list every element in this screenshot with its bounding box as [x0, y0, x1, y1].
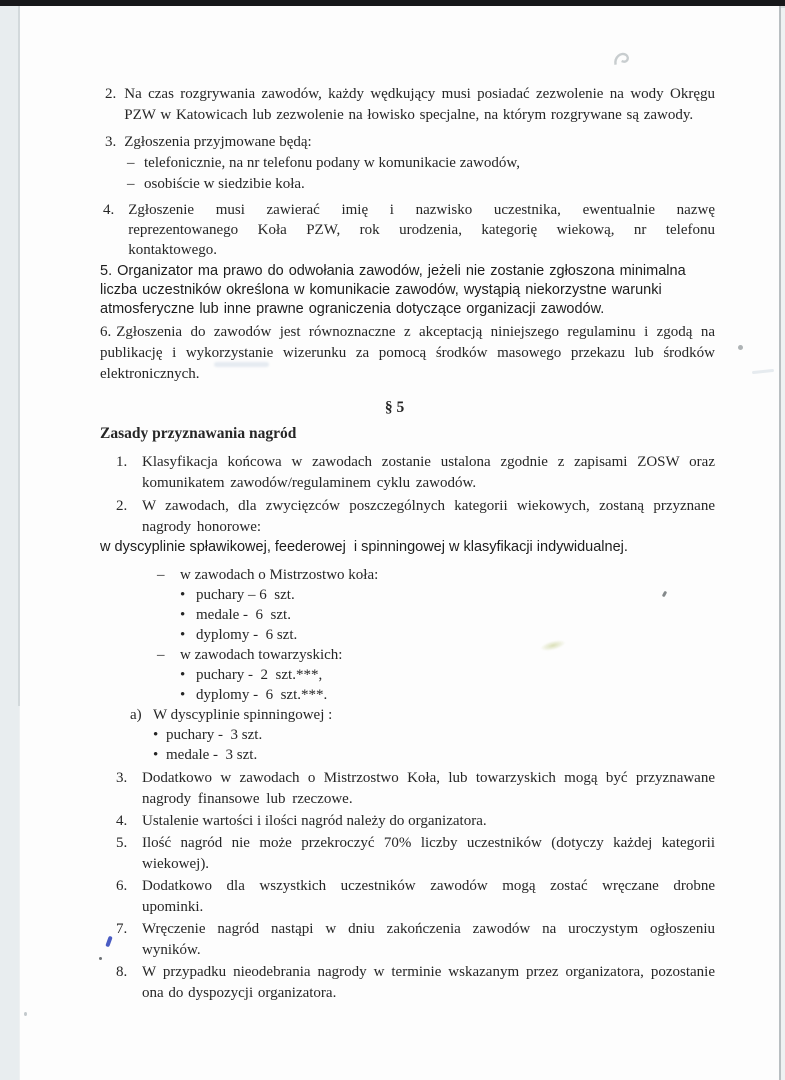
list-item	[116, 876, 715, 918]
list-item	[116, 811, 715, 832]
list-item	[116, 919, 715, 961]
list-item-number: 4.	[103, 202, 115, 218]
sub-item-label: a)	[130, 707, 142, 723]
section-marker: § 5	[384, 399, 405, 416]
list-item-number: 6.	[116, 878, 128, 894]
list-item-number: 2.	[116, 498, 128, 514]
list-item-text: Wręczenie nagród nastąpi w dniu zakończenia zawodów na uroczystym ogłoszeniu wyników.	[142, 921, 715, 958]
list-item	[116, 962, 715, 1004]
list-item-text: Na czas rozgrywania zawodów, każdy wędkujący musi posiadać zezwolenie na wody Okręgu PZW w Katowicach lub zezwolenie na łowisko specjalne, na którym rozgrywane są zawody.	[124, 86, 715, 123]
bullet-icon: •	[153, 747, 159, 763]
document-page	[20, 6, 779, 1080]
list-item-number: 4.	[116, 813, 128, 829]
list-item-text: Organizator ma prawo do odwołania zawodów, jeżeli nie zostanie zgłoszona minimalna liczba uczestników określona w komunikacie zawodów, wystąpią niekorzystne warunki atmosferyczne lub inne prawne ograniczenia dotyczące organizacji zawodów.	[100, 263, 686, 317]
bullet-icon: •	[180, 667, 186, 683]
list-item-text: Zgłoszenie musi zawierać imię i nazwisko uczestnika, ewentualnie nazwę reprezentowanego Koła PZW, rok urodzenia, kategorię wiekową, nr telefonu kontaktowego.	[128, 202, 715, 258]
list-item-number: 3.	[105, 134, 117, 150]
dash-item-text: osobiście w siedzibie koła.	[144, 176, 305, 192]
list-item-number: 6.	[100, 324, 112, 340]
bullet-item-text: puchary - 2 szt.***,	[196, 667, 323, 683]
bullet-item-text: medale - 6 szt.	[196, 607, 291, 623]
list-item-text: Dodatkowo dla wszystkich uczestników zawodów mogą zostać wręczane drobne upominki.	[142, 878, 715, 915]
bullet-item	[180, 625, 715, 645]
bullet-icon: •	[153, 727, 159, 743]
section-heading: Zasady przyznawania nagród	[100, 425, 297, 442]
dash-item-text: telefonicznie, na nr telefonu podany w komunikacie zawodów,	[144, 155, 520, 171]
list-item-number: 7.	[116, 921, 128, 937]
sub-item-text: W dyscyplinie spinningowej :	[153, 707, 333, 723]
bullet-item	[153, 745, 715, 765]
bullet-item	[180, 665, 715, 685]
bullet-item	[153, 725, 715, 745]
list-item	[105, 84, 715, 126]
scan-edge-right	[779, 6, 781, 1080]
bullet-item	[180, 605, 715, 625]
list-item	[116, 833, 715, 875]
list-item-text: Zgłoszenia do zawodów jest równoznaczne z akceptacją niniejszego regulaminu i zgodą na publikację i wykorzystanie wizerunku za pomocą środków masowego przekazu lub środków elektronicznych.	[100, 324, 715, 382]
list-item-number: 1.	[116, 454, 128, 470]
bullet-item	[180, 685, 715, 705]
list-item	[116, 496, 715, 538]
list-item-number: 8.	[116, 964, 128, 980]
dash-item	[157, 565, 715, 585]
sub-item-a	[130, 705, 715, 725]
dash-icon: –	[157, 567, 165, 583]
list-item	[100, 262, 715, 319]
list-item-number: 2.	[105, 86, 117, 102]
bullet-icon: •	[180, 687, 186, 703]
dash-item-text: w zawodach towarzyskich:	[180, 647, 343, 663]
list-item-number: 3.	[116, 770, 128, 786]
bullet-item-text: puchary – 6 szt.	[196, 587, 295, 603]
bullet-item-text: medale - 3 szt.	[166, 747, 258, 763]
bullet-item-text: dyplomy - 6 szt.	[196, 627, 298, 643]
note-line: w dyscyplinie spławikowej, feederowej i spinningowej w klasyfikacji indywidualnej.	[100, 539, 628, 555]
bullet-icon: •	[180, 627, 186, 643]
list-item-text: W zawodach, dla zwycięzców poszczególnych kategorii wiekowych, zostaną przyznane nagrody honorowe:	[142, 498, 715, 535]
list-item	[116, 452, 715, 494]
list-item-text: Dodatkowo w zawodach o Mistrzostwo Koła, lub towarzyskich mogą być przyznawane nagrody finansowe lub rzeczowe.	[142, 770, 715, 807]
list-item	[116, 768, 715, 810]
bullet-item	[180, 585, 715, 605]
bullet-icon: •	[180, 607, 186, 623]
awards-list	[100, 565, 715, 765]
bullet-item-text: puchary - 3 szt.	[166, 727, 263, 743]
list-item-text: Klasyfikacja końcowa w zawodach zostanie ustalona zgodnie z zapisami ZOSW oraz komunikatem zawodów/regulaminem cyklu zawodów.	[142, 454, 715, 491]
dash-icon: –	[127, 155, 135, 171]
dash-icon: –	[127, 176, 135, 192]
list-item-number: 5.	[100, 263, 113, 279]
list-item-text: W przypadku nieodebrania nagrody w terminie wskazanym przez organizatora, pozostanie ona do dyspozycji organizatora.	[142, 964, 715, 1001]
list-item-text: Zgłoszenia przyjmowane będą:	[124, 134, 312, 150]
list-item-number: 5.	[116, 835, 128, 851]
scan-edge-left	[0, 6, 19, 1080]
list-item-text: Ilość nagród nie może przekroczyć 70% liczby uczestników (dotyczy każdej kategorii wiekowej).	[142, 835, 715, 872]
bullet-icon: •	[180, 587, 186, 603]
dash-item	[127, 153, 715, 174]
list-item	[105, 132, 715, 195]
bullet-item-text: dyplomy - 6 szt.***.	[196, 687, 328, 703]
list-item	[103, 200, 715, 260]
dash-item	[127, 174, 715, 195]
list-item-text: Ustalenie wartości i ilości nagród należy do organizatora.	[142, 813, 487, 829]
dash-icon: –	[157, 647, 165, 663]
list-item	[100, 322, 715, 385]
dash-item-text: w zawodach o Mistrzostwo koła:	[180, 567, 379, 583]
dash-item	[157, 645, 715, 665]
